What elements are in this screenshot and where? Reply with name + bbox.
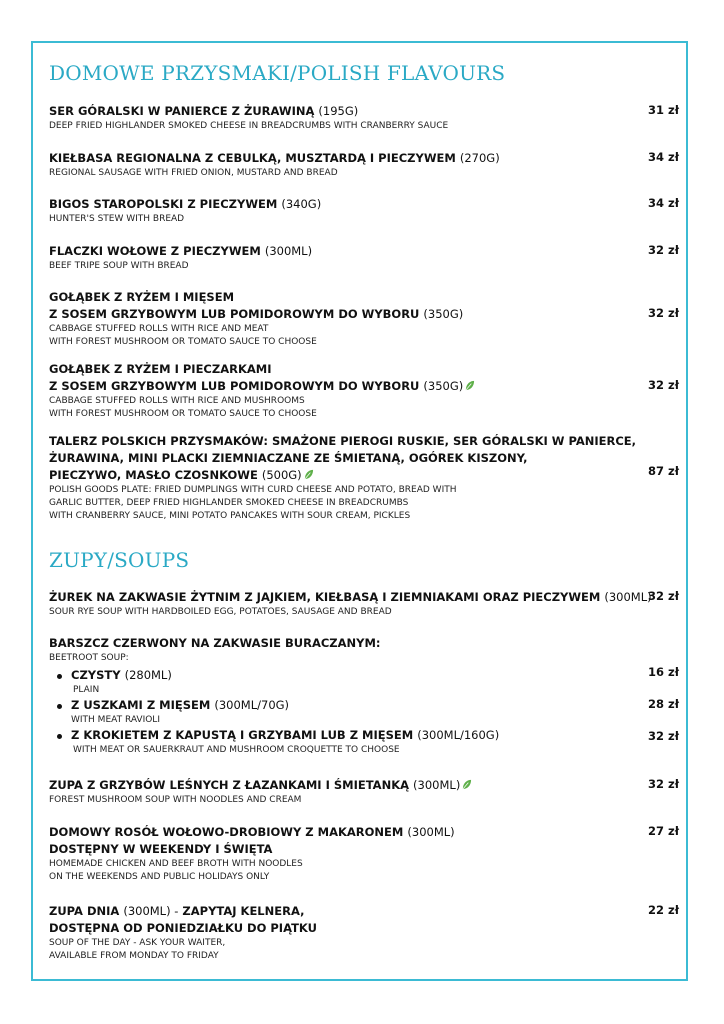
item-price: 31 zł — [648, 103, 679, 117]
item-price: 34 zł — [648, 196, 679, 210]
item-description: POLISH GOODS PLATE: FRIED DUMPLINGS WITH CURD CHEESE AND POTATO, BREAD WITH — [49, 485, 457, 495]
item-description: FOREST MUSHROOM SOUP WITH NOODLES AND CREAM — [49, 795, 302, 805]
section-title-soups: ZUPY/SOUPS — [49, 548, 190, 572]
menu-item — [49, 433, 683, 523]
menu-item — [49, 824, 683, 884]
item-description: CABBAGE STUFFED ROLLS WITH RICE AND MUSHROOMS — [49, 396, 305, 406]
item-description: SOUP OF THE DAY - ASK YOUR WAITER, — [49, 938, 226, 948]
option-weight: (300ML/160G) — [417, 728, 500, 742]
item-name: GOŁĄBEK Z RYŻEM I MIĘSEM — [49, 290, 235, 304]
item-price: 87 zł — [648, 464, 679, 478]
option-price: 16 zł — [648, 665, 679, 679]
item-name-suffix: ZAPYTAJ KELNERA, — [182, 904, 305, 918]
menu-item — [49, 903, 683, 963]
item-description-line2: ON THE WEEKENDS AND PUBLIC HOLIDAYS ONLY — [49, 872, 270, 882]
menu-item — [49, 361, 683, 421]
item-weight: (300ML) — [407, 825, 455, 839]
item-price: 34 zł — [648, 150, 679, 164]
item-description: BEEF TRIPE SOUP WITH BREAD — [49, 261, 189, 271]
item-price: 32 zł — [648, 589, 679, 603]
item-weight: (300ML) — [604, 590, 652, 604]
option-item — [49, 697, 683, 727]
item-description-line3: WITH CRANBERRY SAUCE, MINI POTATO PANCAKES WITH SOUR CREAM, PICKLES — [49, 511, 411, 521]
item-description: BEETROOT SOUP: — [49, 653, 129, 663]
item-name: SER GÓRALSKI W PANIERCE Z ŻURAWINĄ — [49, 104, 315, 118]
item-price: 27 zł — [648, 824, 679, 838]
option-description: WITH MEAT OR SAUERKRAUT AND MUSHROOM CROQUETTE TO CHOOSE — [73, 745, 400, 755]
item-name-line2: ŻURAWINA, MINI PLACKI ZIEMNIACZANE ZE ŚMIETANĄ, OGÓREK KISZONY, — [49, 451, 528, 465]
leaf-icon — [461, 779, 472, 790]
item-description: CABBAGE STUFFED ROLLS WITH RICE AND MEAT — [49, 324, 269, 334]
item-name: DOMOWY ROSÓŁ WOŁOWO-DROBIOWY Z MAKARONEM — [49, 825, 404, 839]
option-price: 32 zł — [648, 729, 679, 743]
item-name-line3: PIECZYWO, MASŁO CZOSNKOWE — [49, 468, 258, 482]
option-weight: (300ML/70G) — [214, 698, 290, 712]
menu-item — [49, 635, 683, 757]
item-price: 32 zł — [648, 306, 679, 320]
item-weight: (300ML) — [413, 778, 461, 792]
item-name: TALERZ POLSKICH PRZYSMAKÓW: SMAŻONE PIEROGI RUSKIE, SER GÓRALSKI W PANIERCE, — [49, 434, 637, 448]
option-description: PLAIN — [73, 685, 100, 695]
option-weight: (280ML) — [124, 668, 172, 682]
item-description: DEEP FRIED HIGHLANDER SMOKED CHEESE IN BREADCRUMBS WITH CRANBERRY SAUCE — [49, 121, 449, 131]
item-name-line2: Z SOSEM GRZYBOWYM LUB POMIDOROWYM DO WYBORU — [49, 379, 420, 393]
menu-item — [49, 150, 683, 180]
item-name-line2: Z SOSEM GRZYBOWYM LUB POMIDOROWYM DO WYBORU — [49, 307, 420, 321]
menu-item — [49, 589, 683, 619]
option-name: CZYSTY — [71, 668, 121, 682]
item-weight: (350G) — [423, 307, 464, 321]
menu-item — [49, 196, 683, 226]
item-weight: (195G) — [318, 104, 359, 118]
item-price: 22 zł — [648, 903, 679, 917]
item-name-line2: DOSTĘPNY W WEEKENDY I ŚWIĘTA — [49, 842, 273, 856]
leaf-icon — [303, 469, 314, 480]
item-name: GOŁĄBEK Z RYŻEM I PIECZARKAMI — [49, 362, 272, 376]
section-title-polish-flavours: DOMOWE PRZYSMAKI/POLISH FLAVOURS — [49, 61, 506, 85]
menu-item — [49, 777, 683, 807]
item-weight: (340G) — [281, 197, 322, 211]
item-description-line2: WITH FOREST MUSHROOM OR TOMATO SAUCE TO CHOOSE — [49, 409, 317, 419]
item-description-line2: WITH FOREST MUSHROOM OR TOMATO SAUCE TO CHOOSE — [49, 337, 317, 347]
item-description: REGIONAL SAUSAGE WITH FRIED ONION, MUSTARD AND BREAD — [49, 168, 338, 178]
item-name: FLACZKI WOŁOWE Z PIECZYWEM — [49, 244, 261, 258]
item-name: BARSZCZ CZERWONY NA ZAKWASIE BURACZANYM: — [49, 636, 381, 650]
menu-item — [49, 103, 683, 133]
item-price: 32 zł — [648, 243, 679, 257]
option-item — [49, 667, 683, 697]
item-description: SOUR RYE SOUP WITH HARDBOILED EGG, POTATOES, SAUSAGE AND BREAD — [49, 607, 392, 617]
menu-item — [49, 243, 683, 273]
option-description: WITH MEAT RAVIOLI — [71, 715, 160, 725]
item-price: 32 zł — [648, 378, 679, 392]
item-price: 32 zł — [648, 777, 679, 791]
item-weight: (300ML) - — [123, 904, 179, 918]
item-description: HOMEMADE CHICKEN AND BEEF BROTH WITH NOODLES — [49, 859, 303, 869]
option-name: Z KROKIETEM Z KAPUSTĄ I GRZYBAMI LUB Z MIĘSEM — [71, 728, 414, 742]
item-weight: (500G) — [261, 468, 302, 482]
leaf-icon — [464, 380, 475, 391]
option-price: 28 zł — [648, 697, 679, 711]
item-weight: (270G) — [459, 151, 500, 165]
item-description: HUNTER'S STEW WITH BREAD — [49, 214, 185, 224]
menu-item — [49, 289, 683, 349]
item-weight: (300ML) — [264, 244, 313, 258]
option-item — [49, 727, 683, 757]
item-name: ZUPA DNIA — [49, 904, 120, 918]
item-name-line2: DOSTĘPNA OD PONIEDZIAŁKU DO PIĄTKU — [49, 921, 317, 935]
item-name: ZUPA Z GRZYBÓW LEŚNYCH Z ŁAZANKAMI I ŚMIETANKĄ — [49, 778, 410, 792]
item-weight: (350G) — [423, 379, 464, 393]
option-name: Z USZKAMI Z MIĘSEM — [71, 698, 211, 712]
item-name: ŻUREK NA ZAKWASIE ŻYTNIM Z JAJKIEM, KIEŁBASĄ I ZIEMNIAKAMI ORAZ PIECZYWEM — [49, 590, 601, 604]
item-name: KIEŁBASA REGIONALNA Z CEBULKĄ, MUSZTARDĄ I PIECZYWEM — [49, 151, 456, 165]
item-name: BIGOS STAROPOLSKI Z PIECZYWEM — [49, 197, 278, 211]
item-description-line2: AVAILABLE FROM MONDAY TO FRIDAY — [49, 951, 219, 961]
item-description-line2: GARLIC BUTTER, DEEP FRIED HIGHLANDER SMOKED CHEESE IN BREADCRUMBS — [49, 498, 409, 508]
